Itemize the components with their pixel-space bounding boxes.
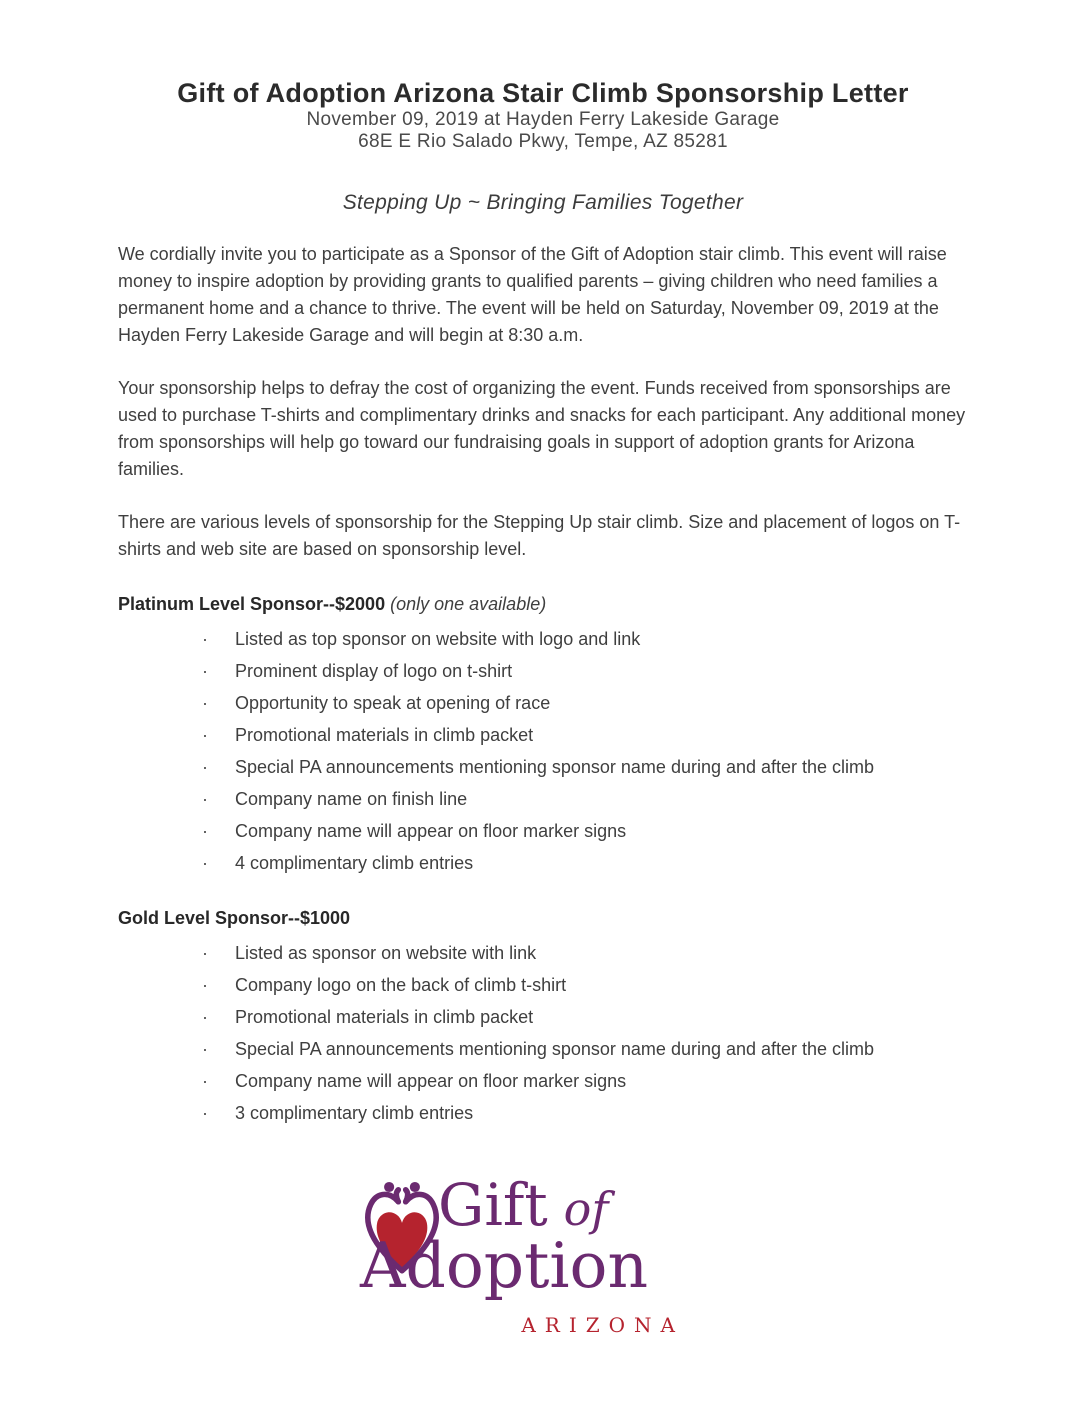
logo-word-of: of bbox=[563, 1182, 609, 1236]
list-item-text: Company name on finish line bbox=[235, 789, 468, 809]
paragraph-levels-intro: There are various levels of sponsorship for the Stepping Up stair climb. Size and placement of logos on T-shirts and web site are based on sponsorship level. bbox=[118, 512, 961, 559]
list-item-text: Prominent display of logo on t-shirt bbox=[235, 661, 513, 681]
event-date-line: November 09, 2019 at Hayden Ferry Lakeside Garage bbox=[306, 109, 780, 130]
list-item bbox=[202, 1003, 968, 1031]
platinum-heading-note: (only one available) bbox=[390, 594, 547, 614]
list-item bbox=[202, 753, 968, 781]
list-item-text: Promotional materials in climb packet bbox=[235, 725, 534, 745]
list-item-text: Listed as sponsor on website with link bbox=[235, 943, 537, 963]
list-item bbox=[202, 939, 968, 967]
bullet-icon bbox=[202, 971, 235, 999]
bullet-icon bbox=[202, 817, 235, 845]
list-item bbox=[202, 1035, 968, 1063]
list-item-text: 3 complimentary climb entries bbox=[235, 1103, 474, 1123]
gift-of-adoption-logo bbox=[356, 1171, 686, 1349]
list-item-text: Company logo on the back of climb t-shirt bbox=[235, 975, 567, 995]
section-platinum-sponsor bbox=[118, 592, 968, 877]
list-item bbox=[202, 1099, 968, 1127]
bullet-icon bbox=[202, 753, 235, 781]
bullet-icon bbox=[202, 785, 235, 813]
list-item-text: Promotional materials in climb packet bbox=[235, 1007, 534, 1027]
platinum-heading: Platinum Level Sponsor--$2000 bbox=[118, 594, 386, 614]
section-heading-row bbox=[118, 906, 968, 930]
platinum-benefits-list bbox=[118, 625, 968, 877]
list-item bbox=[202, 657, 968, 685]
page-title: Gift of Adoption Arizona Stair Climb Sponsorship Letter bbox=[177, 78, 909, 108]
event-tagline: Stepping Up ~ Bringing Families Together bbox=[342, 191, 744, 214]
bullet-icon bbox=[202, 721, 235, 749]
bullet-icon bbox=[202, 625, 235, 653]
bullet-icon bbox=[202, 849, 235, 877]
list-item bbox=[202, 721, 968, 749]
list-item-text: Special PA announcements mentioning sponsor name during and after the climb bbox=[235, 757, 875, 777]
bullet-icon bbox=[202, 689, 235, 717]
section-heading-row bbox=[118, 592, 968, 616]
list-item bbox=[202, 689, 968, 717]
list-item bbox=[202, 817, 968, 845]
list-item-text: Company name will appear on floor marker signs bbox=[235, 821, 627, 841]
event-address-line: 68E E Rio Salado Pkwy, Tempe, AZ 85281 bbox=[358, 131, 728, 152]
bullet-icon bbox=[202, 1067, 235, 1095]
gold-heading: Gold Level Sponsor--$1000 bbox=[118, 908, 351, 928]
list-item bbox=[202, 625, 968, 653]
bullet-icon bbox=[202, 1035, 235, 1063]
bullet-icon bbox=[202, 1099, 235, 1127]
list-item-text: Company name will appear on floor marker signs bbox=[235, 1071, 627, 1091]
paragraph-sponsorship-use: Your sponsorship helps to defray the cost of organizing the event. Funds received from sponsorships are used to purchase T-shirts and complimentary drinks and snacks for each participant. Any additional money from sponsorships will help go toward our fundraising goals in support of adoption grants for Arizona families. bbox=[118, 378, 966, 479]
list-item bbox=[202, 849, 968, 877]
section-gold-sponsor bbox=[118, 906, 968, 1127]
bullet-icon bbox=[202, 657, 235, 685]
bullet-icon bbox=[202, 1003, 235, 1031]
logo-word-arizona: ARIZONA bbox=[521, 1313, 684, 1337]
list-item-text: 4 complimentary climb entries bbox=[235, 853, 474, 873]
list-item-text: Opportunity to speak at opening of race bbox=[235, 693, 551, 713]
list-item bbox=[202, 1067, 968, 1095]
list-item-text: Listed as top sponsor on website with logo and link bbox=[235, 629, 641, 649]
bullet-icon bbox=[202, 939, 235, 967]
logo-word-gift: Gift bbox=[438, 1171, 548, 1239]
gold-benefits-list bbox=[118, 939, 968, 1127]
list-item bbox=[202, 785, 968, 813]
list-item bbox=[202, 971, 968, 999]
list-item-text: Special PA announcements mentioning sponsor name during and after the climb bbox=[235, 1039, 875, 1059]
logo-word-adoption: Adoption bbox=[360, 1229, 649, 1302]
paragraph-invitation: We cordially invite you to participate as a Sponsor of the Gift of Adoption stair climb. This event will raise money to inspire adoption by providing grants to qualified parents – giving children who need families a permanent home and a chance to thrive. The event will be held on Saturday, November 09, 2019 at the Hayden Ferry Lakeside Garage and will begin at 8:30 a.m. bbox=[118, 244, 947, 345]
